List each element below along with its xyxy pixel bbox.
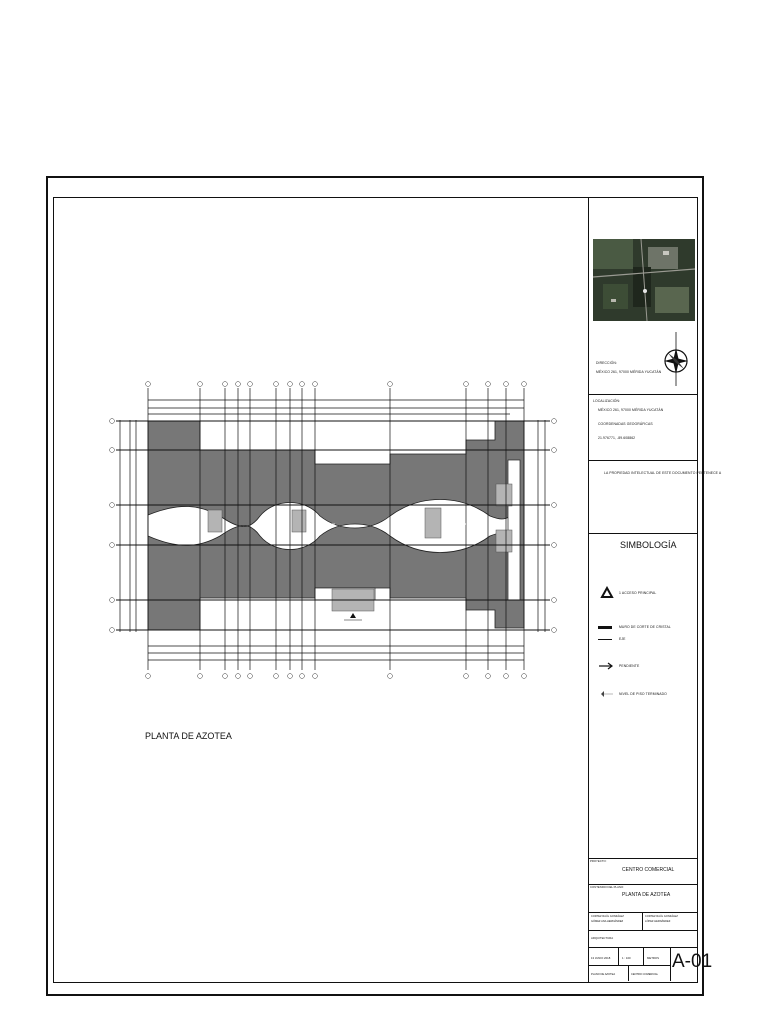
divider bbox=[588, 912, 698, 913]
contenido-label: CONTENIDO DEL PLANO: bbox=[590, 885, 624, 889]
escala-value: 1 : 100 bbox=[622, 956, 631, 960]
escuela-value: ARQUITECTURA bbox=[591, 936, 614, 940]
acot-value: METROS bbox=[647, 956, 659, 960]
divider bbox=[588, 533, 698, 534]
north-arrow-icon bbox=[660, 332, 692, 386]
triangle-access-icon bbox=[600, 586, 614, 598]
room-tag: ART. 0.30 bbox=[453, 522, 467, 526]
direccion-label: DIRECCIÓN: bbox=[596, 361, 617, 365]
aerial-location-photo bbox=[593, 239, 695, 321]
legend-label: 1 ACCESO PRINCIPAL bbox=[619, 591, 657, 595]
localizacion-label: LOCALIZACIÓN: bbox=[593, 399, 621, 403]
legend-label: EJE bbox=[619, 637, 626, 641]
coordenadas-value: 21.976771, -89.608862 bbox=[598, 436, 636, 440]
divider bbox=[588, 394, 698, 395]
room-tag: ART. 0.30 bbox=[260, 522, 274, 526]
divider bbox=[642, 912, 643, 930]
divider bbox=[628, 965, 629, 981]
nombre-proyecto-value: CENTRO COMERCIAL bbox=[631, 973, 659, 976]
divider bbox=[588, 965, 670, 966]
proyecto-label: PROYECTO: bbox=[590, 859, 607, 863]
drawing-title: PLANTA DE AZOTEA bbox=[145, 731, 232, 741]
localizacion-value: MÉXICO 261, 97000 MÉRIDA YUCATÁN bbox=[598, 408, 664, 412]
fecha-value: 13 JUNIO 2018 bbox=[591, 956, 611, 960]
thick-line-icon bbox=[598, 626, 612, 629]
sheet-number: A-01 bbox=[672, 951, 713, 972]
autor-name: CORTEZ RAÚL GONZÁLEZ bbox=[645, 915, 678, 918]
coordenadas-label: COORDENADAS GEOGRÁFICAS bbox=[598, 422, 653, 426]
arrow-right-icon bbox=[598, 662, 614, 670]
autor-name: CORTEZ RAÚL GONZÁLEZ bbox=[591, 915, 624, 918]
divider bbox=[670, 947, 671, 981]
direccion-value: MÉXICO 261, 97000 MÉRIDA YUCATÁN bbox=[596, 370, 662, 374]
roof-plan-drawing bbox=[100, 370, 570, 690]
simbologia-title: SIMBOLOGÍA bbox=[620, 540, 677, 550]
room-tag: ART. 0.30 bbox=[405, 522, 419, 526]
entry-triangle-icon bbox=[350, 613, 356, 618]
divider bbox=[588, 460, 698, 461]
divider bbox=[588, 930, 698, 931]
proyecto-value: CENTRO COMERCIAL bbox=[622, 867, 675, 873]
tipo-plano-value: PLANO DE AZOTEA bbox=[591, 973, 616, 976]
room-tag: ART. 0.30 bbox=[322, 522, 336, 526]
autor-name: GÓMEZ ANA HERNÁNDEZ bbox=[591, 920, 624, 923]
contenido-value: PLANTA DE AZOTEA bbox=[622, 892, 671, 898]
legend-label: MURO DE CORTE DE CRISTAL bbox=[619, 625, 671, 629]
autor-name: LÓPEZ HERNÁNDEZ bbox=[645, 920, 671, 923]
divider bbox=[643, 947, 644, 965]
thin-line-icon bbox=[598, 639, 612, 640]
level-marker-icon bbox=[598, 689, 614, 699]
legend-label: NIVEL DE PISO TERMINADO bbox=[619, 692, 667, 696]
divider bbox=[618, 947, 619, 965]
disclaimer-text: LA PROPIEDAD INTELECTUAL DE ESTE DOCUMENTO PERTENECE A bbox=[604, 471, 722, 475]
legend-label: PENDIENTE bbox=[619, 664, 640, 668]
room-tag: ART. 0.30 bbox=[162, 520, 176, 524]
